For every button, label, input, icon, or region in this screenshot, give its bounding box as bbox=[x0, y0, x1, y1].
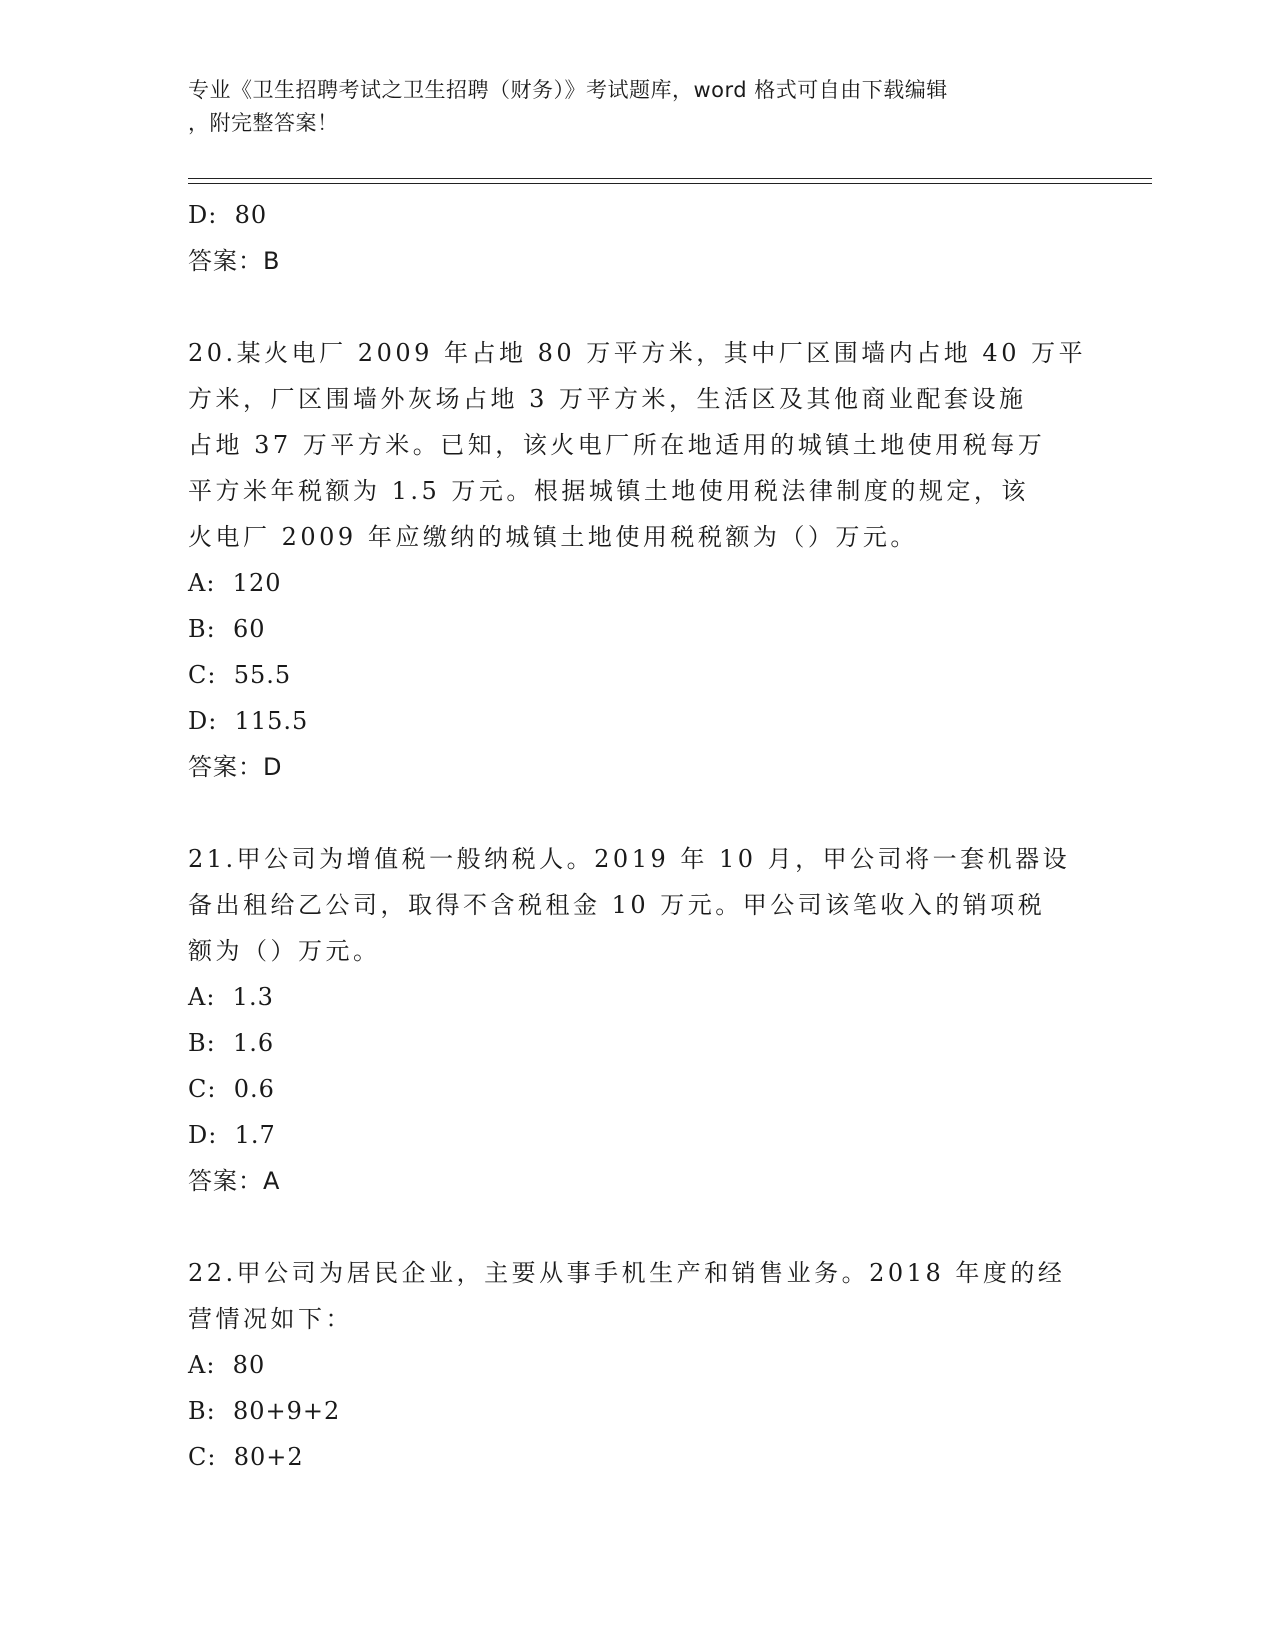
question-text-line: 营情况如下： bbox=[188, 1305, 353, 1333]
option-a: A: 80 bbox=[188, 1351, 266, 1379]
option-a: A: 120 bbox=[188, 569, 282, 597]
question-text-line: 火电厂 2009 年应缴纳的城镇土地使用税税额为（）万元。 bbox=[188, 523, 918, 551]
question-text-line: 备出租给乙公司，取得不含税租金 10 万元。甲公司该笔收入的销项税 bbox=[188, 891, 1046, 919]
option-d: D: 80 bbox=[188, 201, 268, 229]
option-a: A: 1.3 bbox=[188, 983, 274, 1011]
option-c: C: 55.5 bbox=[188, 661, 292, 689]
option-c: C: 0.6 bbox=[188, 1075, 275, 1103]
header-line-1: 专业《卫生招聘考试之卫生招聘（财务）》考试题库，word 格式可自由下载编辑 bbox=[188, 78, 948, 102]
header-divider-top bbox=[188, 178, 1152, 179]
question-text-line: 21.甲公司为增值税一般纳税人。2019 年 10 月，甲公司将一套机器设 bbox=[188, 845, 1071, 873]
option-d: D: 115.5 bbox=[188, 707, 309, 735]
question-text-line: 22.甲公司为居民企业，主要从事手机生产和销售业务。2018 年度的经 bbox=[188, 1259, 1066, 1287]
document-header bbox=[188, 74, 1088, 140]
option-b: B: 60 bbox=[188, 615, 266, 643]
option-d: D: 1.7 bbox=[188, 1121, 276, 1149]
question-21 bbox=[188, 836, 1088, 1204]
header-divider-bottom bbox=[188, 183, 1152, 184]
option-b: B: 1.6 bbox=[188, 1029, 275, 1057]
question-text-line: 方米，厂区围墙外灰场占地 3 万平方米，生活区及其他商业配套设施 bbox=[188, 385, 1027, 413]
option-c: C: 80+2 bbox=[188, 1443, 304, 1471]
answer-label: 答案：D bbox=[188, 753, 283, 781]
question-text-line: 20.某火电厂 2009 年占地 80 万平方米，其中厂区围墙内占地 40 万平 bbox=[188, 339, 1087, 367]
header-line-2: ，附完整答案！ bbox=[188, 111, 339, 135]
question-22 bbox=[188, 1250, 1088, 1480]
question-20 bbox=[188, 330, 1088, 790]
answer-label: 答案：B bbox=[188, 247, 281, 275]
question-text-line: 占地 37 万平方米。已知，该火电厂所在地适用的城镇土地使用税每万 bbox=[188, 431, 1046, 459]
question-text-line: 额为（）万元。 bbox=[188, 937, 381, 965]
document-body bbox=[188, 192, 1088, 1480]
option-b: B: 80+9+2 bbox=[188, 1397, 341, 1425]
answer-label: 答案：A bbox=[188, 1167, 281, 1195]
question-text-line: 平方米年税额为 1.5 万元。根据城镇土地使用税法律制度的规定，该 bbox=[188, 477, 1029, 505]
